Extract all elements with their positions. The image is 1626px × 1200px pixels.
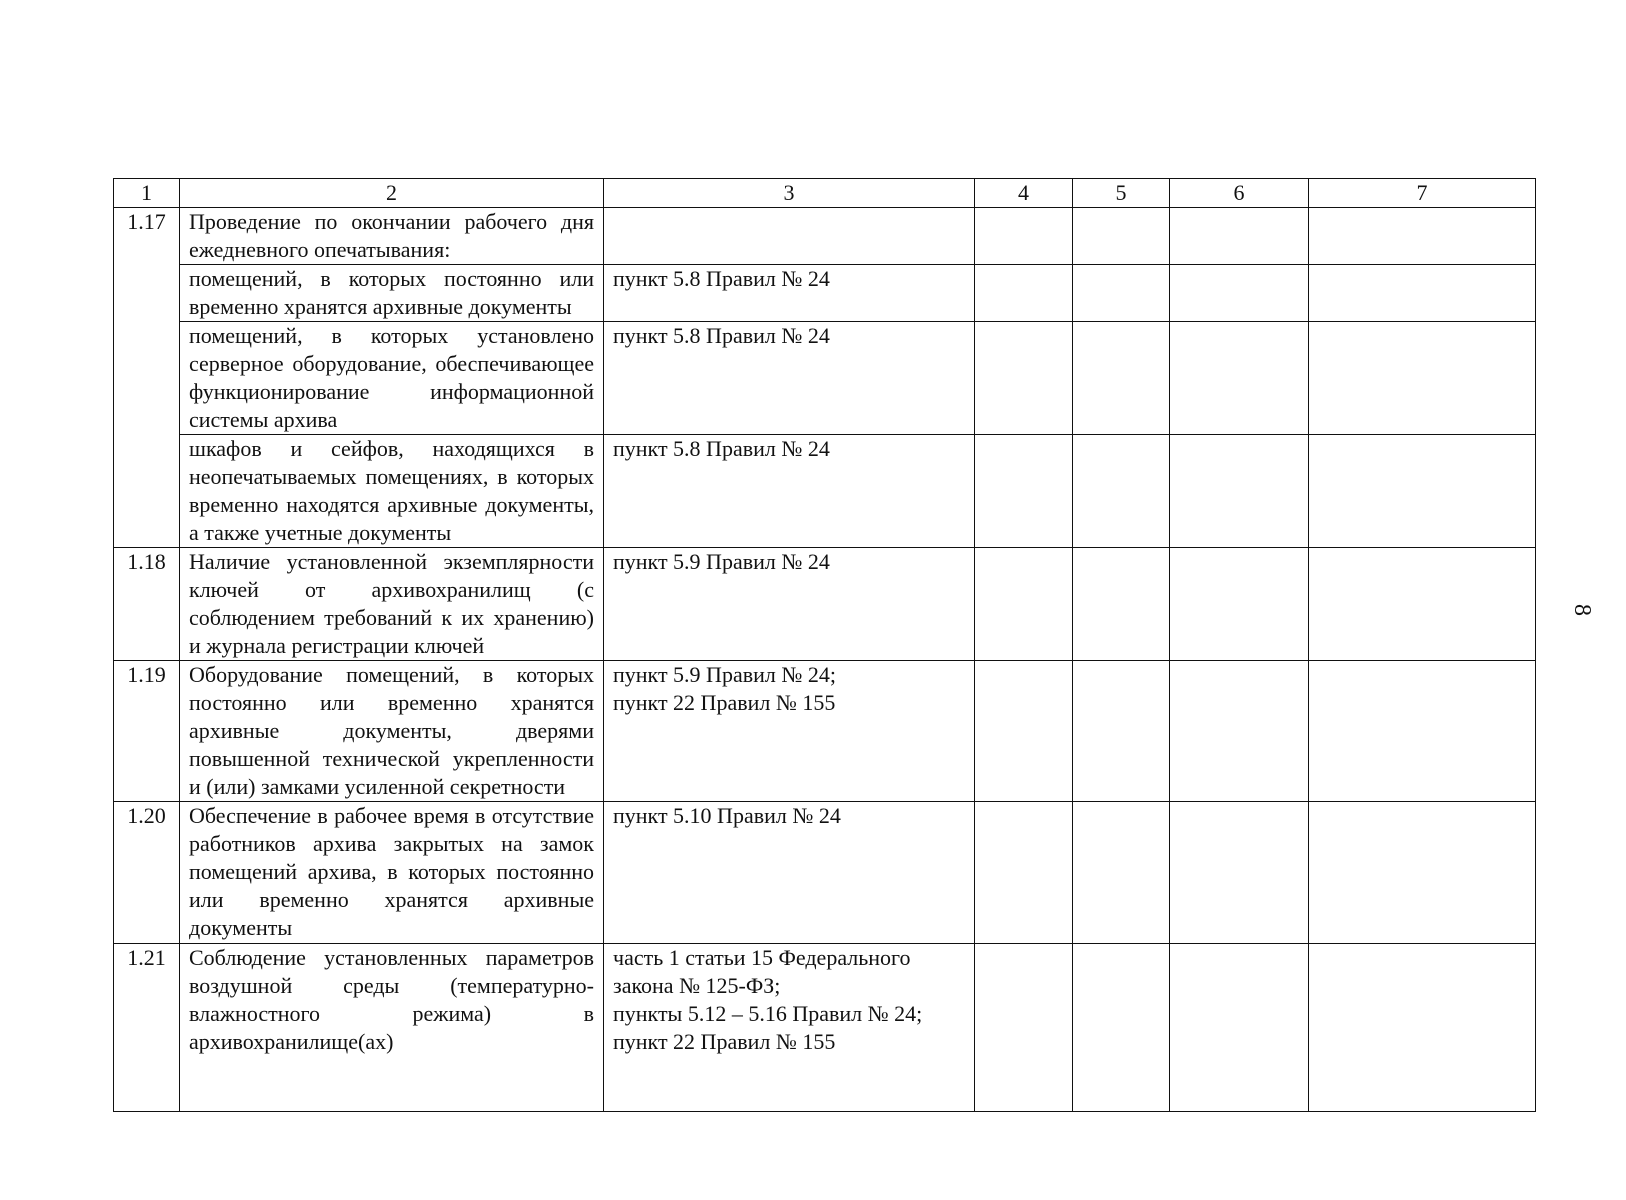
legal-reference	[604, 944, 975, 1112]
legal-reference-line: часть 1 статьи 15 Федерального закона № 125-ФЗ;	[613, 945, 911, 998]
empty-cell	[1073, 661, 1170, 802]
table-row	[114, 435, 1536, 548]
table-row	[114, 322, 1536, 435]
empty-cell	[1073, 265, 1170, 322]
row-number: 1.21	[114, 944, 180, 1112]
column-header-5: 5	[1073, 179, 1170, 208]
legal-reference	[604, 548, 975, 661]
column-header-2: 2	[180, 179, 604, 208]
row-number: 1.17	[114, 208, 180, 548]
empty-cell	[1170, 208, 1309, 265]
empty-cell	[1309, 435, 1536, 548]
column-header-4: 4	[975, 179, 1073, 208]
empty-cell	[1073, 944, 1170, 1112]
row-number: 1.19	[114, 661, 180, 802]
empty-cell	[1073, 435, 1170, 548]
column-header-3: 3	[604, 179, 975, 208]
legal-reference-line: пункт 5.8 Правил № 24	[613, 436, 830, 461]
empty-cell	[1073, 802, 1170, 944]
table-row	[114, 944, 1536, 1112]
requirement-text: Наличие установленной экземплярности ключей от архивохранилищ (с соблюдением требований к их хранению) и журнала регистрации ключей	[180, 548, 604, 661]
empty-cell	[1309, 802, 1536, 944]
legal-reference-line: пункт 22 Правил № 155	[613, 690, 836, 715]
empty-cell	[975, 548, 1073, 661]
requirement-text: помещений, в которых постоянно или временно хранятся архивные документы	[180, 265, 604, 322]
requirement-text: Обеспечение в рабочее время в отсутствие работников архива закрытых на замок помещений архива, в которых постоянно или временно хранятся архивные документы	[180, 802, 604, 944]
table-row	[114, 802, 1536, 944]
legal-reference	[604, 322, 975, 435]
empty-cell	[975, 944, 1073, 1112]
row-number: 1.20	[114, 802, 180, 944]
column-header-6: 6	[1170, 179, 1309, 208]
empty-cell	[975, 435, 1073, 548]
legal-reference-line: пункт 5.8 Правил № 24	[613, 323, 830, 348]
table-row	[114, 661, 1536, 802]
legal-reference-line: пункт 5.10 Правил № 24	[613, 803, 841, 828]
empty-cell	[1170, 661, 1309, 802]
empty-cell	[975, 265, 1073, 322]
empty-cell	[1309, 548, 1536, 661]
requirement-text: помещений, в которых установлено серверное оборудование, обеспечивающее функционирование информационной системы архива	[180, 322, 604, 435]
table-row	[114, 208, 1536, 265]
legal-reference	[604, 435, 975, 548]
empty-cell	[1309, 322, 1536, 435]
empty-cell	[1170, 322, 1309, 435]
header-row	[114, 179, 1536, 208]
table-row	[114, 265, 1536, 322]
requirement-text: Оборудование помещений, в которых постоянно или временно хранятся архивные документы, дверями повышенной технической укрепленности и (или) замками усиленной секретности	[180, 661, 604, 802]
legal-reference-line: пункт 22 Правил № 155	[613, 1029, 836, 1054]
column-header-1: 1	[114, 179, 180, 208]
empty-cell	[1170, 802, 1309, 944]
requirement-text: Соблюдение установленных параметров воздушной среды (температурно-влажностного режима) в архивохранилище(ах)	[180, 944, 604, 1112]
empty-cell	[1073, 208, 1170, 265]
empty-cell	[1309, 208, 1536, 265]
empty-cell	[1170, 944, 1309, 1112]
legal-reference	[604, 802, 975, 944]
legal-reference	[604, 265, 975, 322]
empty-cell	[1170, 265, 1309, 322]
empty-cell	[1170, 548, 1309, 661]
row-number: 1.18	[114, 548, 180, 661]
empty-cell	[1073, 548, 1170, 661]
table-row	[114, 548, 1536, 661]
page-number: 8	[1569, 604, 1595, 616]
legal-reference	[604, 208, 975, 265]
legal-reference-line: пункт 5.8 Правил № 24	[613, 266, 830, 291]
legal-reference-line: пункты 5.12 – 5.16 Правил № 24;	[613, 1001, 923, 1026]
legal-reference-line: пункт 5.9 Правил № 24;	[613, 662, 836, 687]
legal-reference-line: пункт 5.9 Правил № 24	[613, 549, 830, 574]
checklist-table	[113, 178, 1536, 1112]
empty-cell	[975, 802, 1073, 944]
empty-cell	[1170, 435, 1309, 548]
empty-cell	[975, 208, 1073, 265]
requirement-text: шкафов и сейфов, находящихся в неопечатываемых помещениях, в которых временно находятся архивные документы, а также учетные документы	[180, 435, 604, 548]
empty-cell	[1309, 661, 1536, 802]
legal-reference	[604, 661, 975, 802]
empty-cell	[1309, 265, 1536, 322]
column-header-7: 7	[1309, 179, 1536, 208]
empty-cell	[975, 322, 1073, 435]
empty-cell	[1073, 322, 1170, 435]
requirement-text: Проведение по окончании рабочего дня ежедневного опечатывания:	[180, 208, 604, 265]
empty-cell	[1309, 944, 1536, 1112]
empty-cell	[975, 661, 1073, 802]
